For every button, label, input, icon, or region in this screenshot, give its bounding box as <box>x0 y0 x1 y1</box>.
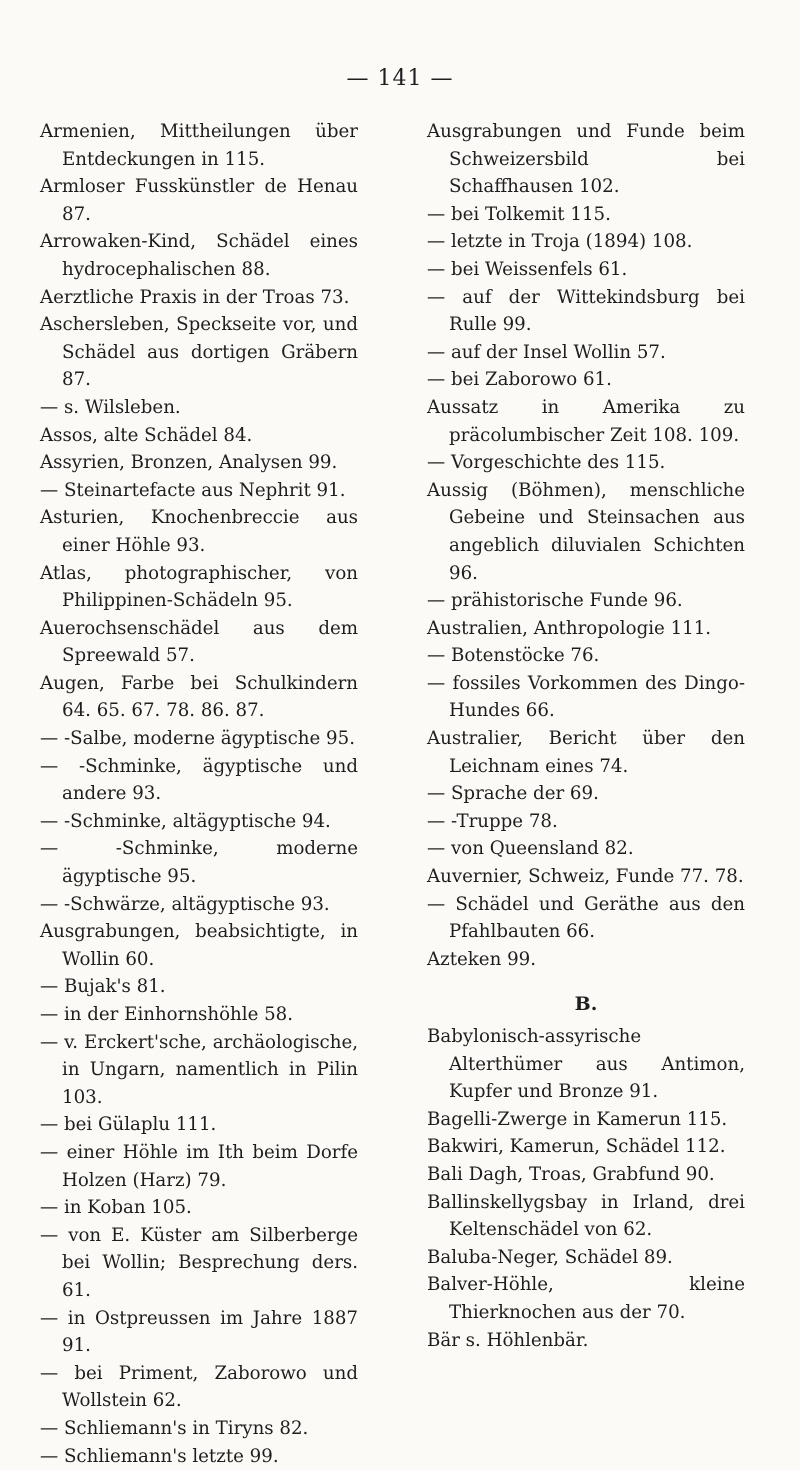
index-entry: Ausgrabungen und Funde beim Schweizersbild bei Schaffhausen 102. <box>427 118 745 201</box>
index-entry: — fossiles Vorkommen des Dingo-Hundes 66. <box>427 670 745 725</box>
index-entry: — Vorgeschichte des 115. <box>427 449 745 477</box>
index-entry: Baluba-Neger, Schädel 89. <box>427 1244 745 1272</box>
index-entry: — letzte in Troja (1894) 108. <box>427 228 745 256</box>
index-entry: — von Queensland 82. <box>427 835 745 863</box>
index-entry: — bei Weissenfels 61. <box>427 256 745 284</box>
index-entry: — bei Gülaplu 111. <box>40 1111 358 1139</box>
index-entry: — -Schwärze, altägyptische 93. <box>40 891 358 919</box>
index-entry: — von E. Küster am Silberberge bei Wollin; Besprechung ders. 61. <box>40 1222 358 1305</box>
index-entry: — v. Erckert'sche, archäologische, in Ungarn, namentlich in Pilin 103. <box>40 1029 358 1112</box>
page-number: — 141 — <box>0 66 800 91</box>
index-entry: Australier, Bericht über den Leichnam eines 74. <box>427 725 745 780</box>
index-entry: — -Schminke, ägyptische und andere 93. <box>40 753 358 808</box>
index-entry: Azteken 99. <box>427 946 745 974</box>
index-entry: — -Schminke, moderne ägyptische 95. <box>40 835 358 890</box>
index-entry: Babylonisch-assyrische Alterthümer aus Antimon, Kupfer und Bronze 91. <box>427 1023 745 1106</box>
index-entry: Armloser Fusskünstler de Henau 87. <box>40 173 358 228</box>
index-entry: Aussig (Böhmen), menschliche Gebeine und Steinsachen aus angeblich diluvialen Schichten 96. <box>427 477 745 587</box>
index-entry: — bei Zaborowo 61. <box>427 366 745 394</box>
index-entry: — Schliemann's letzte 99. <box>40 1443 358 1470</box>
index-entry: Assos, alte Schädel 84. <box>40 422 358 450</box>
index-entry: — auf der Wittekindsburg bei Rulle 99. <box>427 284 745 339</box>
index-entry: Bakwiri, Kamerun, Schädel 112. <box>427 1133 745 1161</box>
index-entry: — s. Wilsleben. <box>40 394 358 422</box>
index-entry: Atlas, photographischer, von Philippinen-Schädeln 95. <box>40 560 358 615</box>
index-entry: Auvernier, Schweiz, Funde 77. 78. <box>427 863 745 891</box>
index-entry: — prähistorische Funde 96. <box>427 587 745 615</box>
index-entry: — Schädel und Geräthe aus den Pfahlbauten 66. <box>427 891 745 946</box>
index-entry: — Steinartefacte aus Nephrit 91. <box>40 477 358 505</box>
index-entry: — bei Priment, Zaborowo und Wollstein 62. <box>40 1360 358 1415</box>
index-entry: Bär s. Höhlenbär. <box>427 1327 745 1355</box>
index-entry: — Schliemann's in Tiryns 82. <box>40 1415 358 1443</box>
index-entry: Bali Dagh, Troas, Grabfund 90. <box>427 1161 745 1189</box>
index-entry: Ballinskellygsbay in Irland, drei Keltenschädel von 62. <box>427 1189 745 1244</box>
index-entry: — -Salbe, moderne ägyptische 95. <box>40 725 358 753</box>
index-entry: — einer Höhle im Ith beim Dorfe Holzen (Harz) 79. <box>40 1139 358 1194</box>
index-entry: — auf der Insel Wollin 57. <box>427 339 745 367</box>
index-entry: Assyrien, Bronzen, Analysen 99. <box>40 449 358 477</box>
index-entry: Balver-Höhle, kleine Thierknochen aus der 70. <box>427 1271 745 1326</box>
index-entry: — in Ostpreussen im Jahre 1887 91. <box>40 1305 358 1360</box>
index-entry: Aschersleben, Speckseite vor, und Schädel aus dortigen Gräbern 87. <box>40 311 358 394</box>
index-entry: — bei Tolkemit 115. <box>427 201 745 229</box>
index-entry: — in der Einhornshöhle 58. <box>40 1001 358 1029</box>
section-heading-b: B. <box>427 991 745 1019</box>
left-column <box>40 118 358 1470</box>
index-entry: Aussatz in Amerika zu präcolumbischer Zeit 108. 109. <box>427 394 745 449</box>
index-entry: Aerztliche Praxis in der Troas 73. <box>40 284 358 312</box>
index-entry: — -Schminke, altägyptische 94. <box>40 808 358 836</box>
index-entry: — -Truppe 78. <box>427 808 745 836</box>
index-entry: Armenien, Mittheilungen über Entdeckungen in 115. <box>40 118 358 173</box>
index-entry: — Botenstöcke 76. <box>427 642 745 670</box>
index-entry: — in Koban 105. <box>40 1194 358 1222</box>
index-entry: Augen, Farbe bei Schulkindern 64. 65. 67. 78. 86. 87. <box>40 670 358 725</box>
index-entry: — Sprache der 69. <box>427 780 745 808</box>
index-entry: Bagelli-Zwerge in Kamerun 115. <box>427 1106 745 1134</box>
index-entry: Ausgrabungen, beabsichtigte, in Wollin 60. <box>40 918 358 973</box>
index-entry: Arrowaken-Kind, Schädel eines hydrocephalischen 88. <box>40 228 358 283</box>
index-entry: — Bujak's 81. <box>40 973 358 1001</box>
index-entry: Auerochsenschädel aus dem Spreewald 57. <box>40 615 358 670</box>
index-entry: Australien, Anthropologie 111. <box>427 615 745 643</box>
index-entry: Asturien, Knochenbreccie aus einer Höhle 93. <box>40 504 358 559</box>
right-column <box>427 118 745 1354</box>
